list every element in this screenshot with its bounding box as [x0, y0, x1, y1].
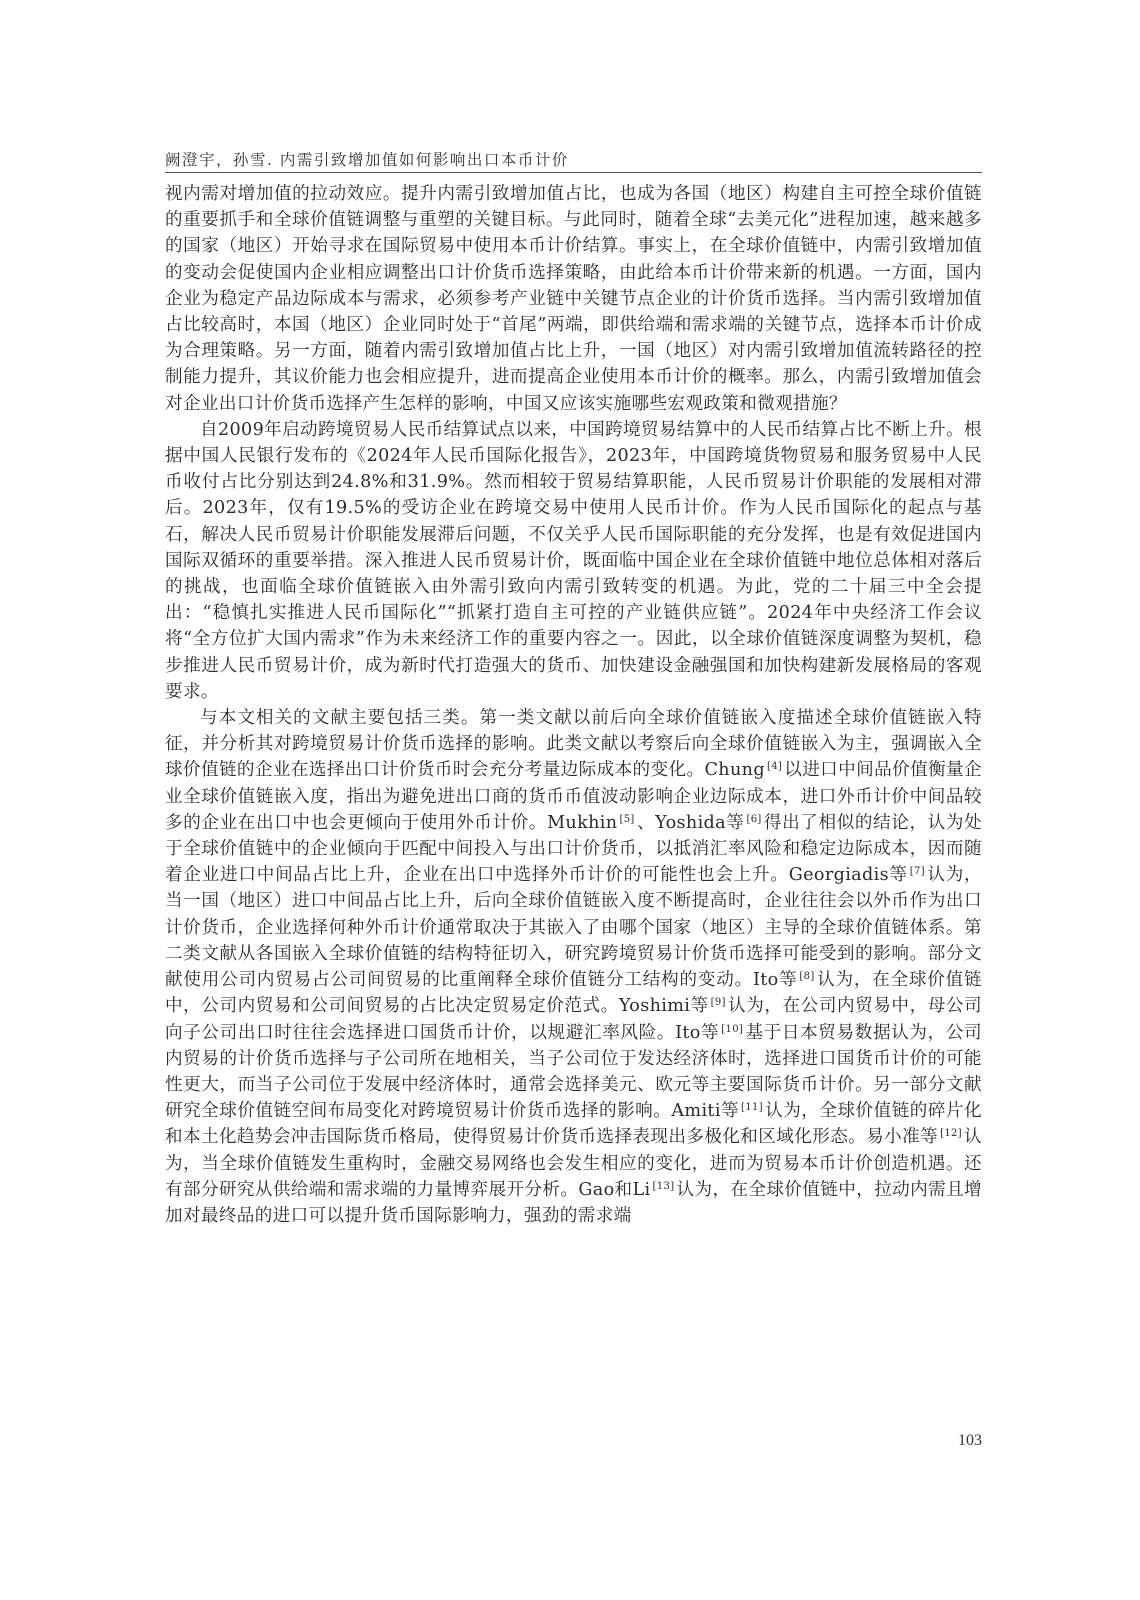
paragraph-text: 认为，在公司内贸易中，母公司向子公司出口时往往会选择进口国货币计价，以规避汇率风险。Ito等	[165, 996, 982, 1043]
citation-reference[interactable]: [4]	[766, 761, 783, 773]
citation-reference[interactable]: [10]	[721, 1023, 744, 1035]
citation-reference[interactable]: [11]	[741, 1102, 763, 1114]
paragraph-text: 认为，在全球价值链中，公司内贸易和公司间贸易的占比决定贸易定价范式。Yoshimi等	[165, 970, 983, 1017]
citation-reference[interactable]: [12]	[940, 1128, 963, 1140]
paragraph-text: 认为，在全球价值链中，拉动内需且增加对最终品的进口可以提升货币国际影响力，强劲的需求端	[165, 1179, 982, 1226]
paragraph-text: 以进口中间品价值衡量企业全球价值链嵌入度，指出为避免进出口商的货币币值波动影响企业边际成本，进口外币计价中间品较多的企业在出口中也会更倾向于使用外币计价。Mukhin	[165, 760, 982, 833]
body-paragraph	[165, 705, 982, 1229]
paragraph-text: 认为，全球价值链的碎片化和本土化趋势会冲击国际货币格局，使得贸易计价货币选择表现出多极化和区域化形态。易小准等	[165, 1101, 982, 1148]
citation-reference[interactable]: [9]	[710, 997, 726, 1009]
article-body	[165, 181, 982, 1229]
citation-reference[interactable]: [8]	[799, 971, 815, 983]
paragraph-text: 与本文相关的文献主要包括三类。第一类文献以前后向全球价值链嵌入度描述全球价值链嵌入特征，并分析其对跨境贸易计价货币选择的影响。此类文献以考察后向全球价值链嵌入为主，强调嵌入全球价值链的企业在选择出口计价货币时会充分考量边际成本的变化。Chung	[165, 708, 982, 781]
page-number: 103	[958, 1432, 982, 1449]
paragraph-text: 基于日本贸易数据认为，公司内贸易的计价货币选择与子公司所在地相关，当子公司位于发达经济体时，选择进口国货币计价的可能性更大，而当子公司位于发展中经济体时，通常会选择美元、欧元等主要国际货币计价。另一部分文献研究全球价值链空间布局变化对跨境贸易计价货币选择的影响。Amiti等	[165, 1022, 982, 1122]
citation-reference[interactable]: [7]	[909, 866, 925, 878]
citation-reference[interactable]: [5]	[619, 813, 635, 825]
header-divider	[165, 172, 982, 173]
paragraph-text: 认为，当一国（地区）进口中间品占比上升，后向全球价值链嵌入度不断提高时，企业往往会以外币作为出口计价货币，企业选择何种外币计价通常取决于其嵌入了由哪个国家（地区）主导的全球价值链体系。第二类文献从各国嵌入全球价值链的结构特征切入，研究跨境贸易计价货币选择可能受到的影响。部分文献使用公司内贸易占公司间贸易的比重阐释全球价值链分工结构的变动。Ito等	[165, 865, 982, 991]
paragraph-text: 得出了相似的结论，认为处于全球价值链中的企业倾向于匹配中间投入与出口计价货币，以抵消汇率风险和稳定边际成本，因而随着企业进口中间品占比上升，企业在出口中选择外币计价的可能性也会上升。Georgiadis等	[165, 812, 982, 886]
citation-reference[interactable]: [13]	[652, 1180, 675, 1192]
citation-reference[interactable]: [6]	[746, 813, 762, 825]
body-paragraph	[165, 181, 982, 417]
paragraph-text: 视内需对增加值的拉动效应。提升内需引致增加值占比，也成为各国（地区）构建自主可控全球价值链的重要抓手和全球价值链调整与重塑的关键目标。与此同时，随着全球“去美元化”进程加速，越来越多的国家（地区）开始寻求在国际贸易中使用本币计价结算。事实上，在全球价值链中，内需引致增加值的变动会促使国内企业相应调整出口计价货币选择策略，由此给本币计价带来新的机遇。一方面，国内企业为稳定产品边际成本与需求，必须参考产业链中关键节点企业的计价货币选择。当内需引致增加值占比较高时，本国（地区）企业同时处于“首尾”两端，即供给端和需求端的关键节点，选择本币计价成为合理策略。另一方面，随着内需引致增加值占比上升，一国（地区）对内需引致增加值流转路径的控制能力提升，其议价能力也会相应提升，进而提高企业使用本币计价的概率。那么，内需引致增加值会对企业出口计价货币选择产生怎样的影响，中国又应该实施哪些宏观政策和微观措施？	[165, 184, 982, 414]
body-paragraph	[165, 417, 982, 705]
paragraph-text: 自2009年启动跨境贸易人民币结算试点以来，中国跨境贸易结算中的人民币结算占比不断上升。根据中国人民银行发布的《2024年人民币国际化报告》，2023年，中国跨境货物贸易和服务贸易中人民币收付占比分别达到24.8%和31.9%。然而相较于贸易结算职能，人民币贸易计价职能的发展相对滞后。2023年，仅有19.5%的受访企业在跨境交易中使用人民币计价。作为人民币国际化的起点与基石，解决人民币贸易计价职能发展滞后问题，不仅关乎人民币国际职能的充分发挥，也是有效促进国内国际双循环的重要举措。深入推进人民币贸易计价，既面临中国企业在全球价值链中地位总体相对落后的挑战，也面临全球价值链嵌入由外需引致向内需引致转变的机遇。为此，党的二十届三中全会提出：“稳慎扎实推进人民币国际化”“抓紧打造自主可控的产业链供应链”。2024年中央经济工作会议将“全方位扩大国内需求”作为未来经济工作的重要内容之一。因此，以全球价值链深度调整为契机，稳步推进人民币贸易计价，成为新时代打造强大的货币、加快建设金融强国和加快构建新发展格局的客观要求。	[165, 419, 982, 702]
running-header: 阙澄宇，孙雪. 内需引致增加值如何影响出口本币计价	[165, 151, 569, 169]
paragraph-text: 、Yoshida等	[636, 812, 745, 833]
paragraph-text: 认为，当全球价值链发生重构时，金融交易网络也会发生相应的变化，进而为贸易本币计价创造机遇。还有部分研究从供给端和需求端的力量博弈展开分析。Gao和Li	[165, 1127, 982, 1200]
